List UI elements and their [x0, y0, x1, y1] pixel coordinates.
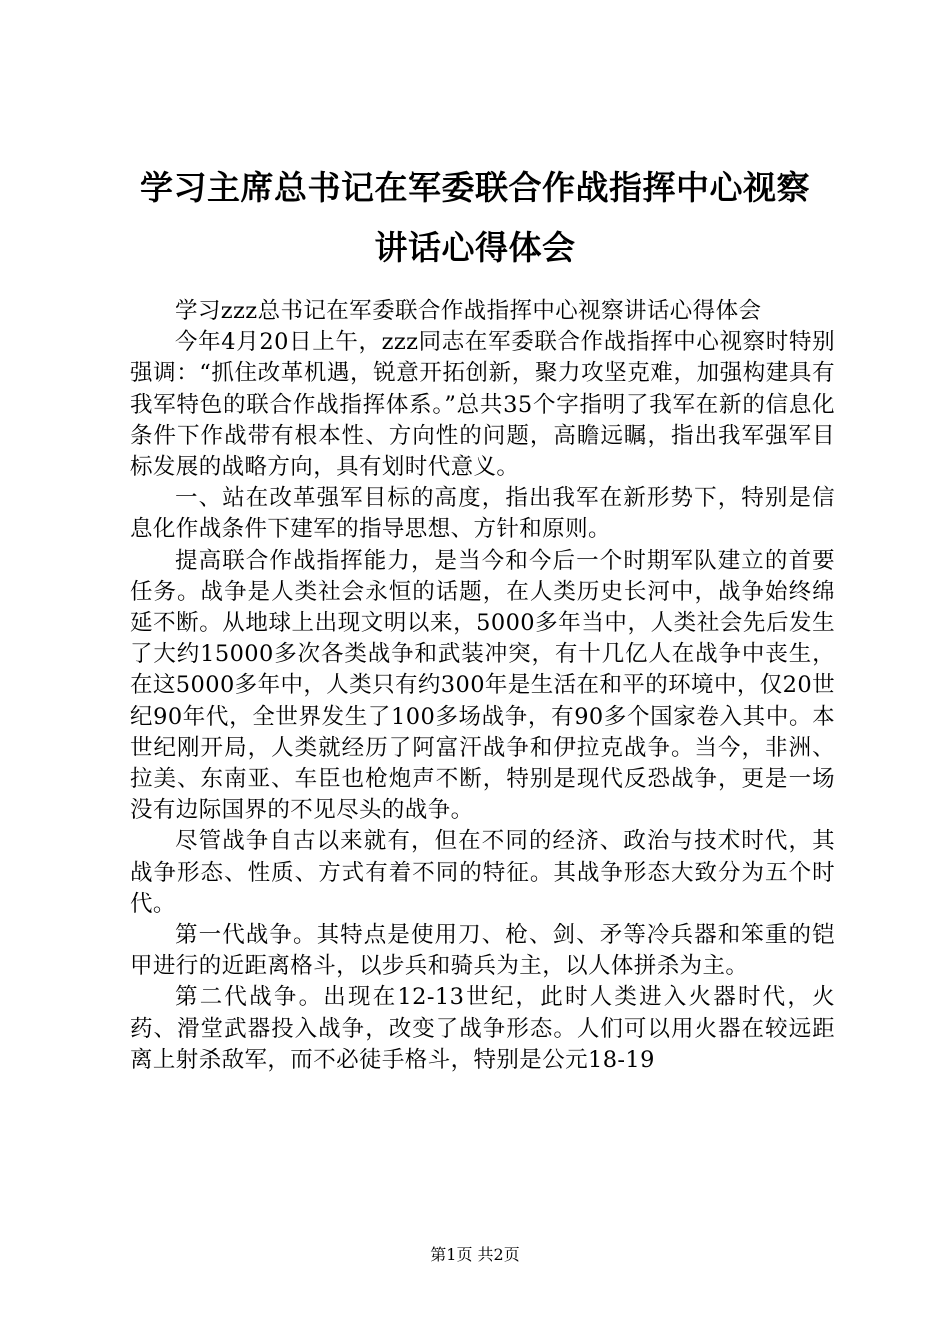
page-footer: [0, 1244, 950, 1266]
paragraph: 第一代战争。其特点是使用刀、枪、剑、矛等冷兵器和笨重的铠甲进行的近距离格斗，以步兵和骑兵为主，以人体拼杀为主。: [130, 922, 835, 980]
paragraph: 第二代战争。出现在12-13世纪，此时人类进入火器时代，火药、滑堂武器投入战争，改变了战争形态。人们可以用火器在较远距离上射杀敌军，而不必徒手格斗，特别是公元18-19: [130, 984, 835, 1073]
paragraph: 一、站在改革强军目标的高度，指出我军在新形势下，特别是信息化作战条件下建军的指导思想、方针和原则。: [130, 485, 835, 543]
paragraph-subtitle: 学习zzz总书记在军委联合作战指挥中心视察讲话心得体会: [175, 298, 762, 324]
paragraph: 尽管战争自古以来就有，但在不同的经济、政治与技术时代，其战争形态、性质、方式有着不同的特征。其战争形态大致分为五个时代。: [130, 828, 835, 917]
document-body: [130, 296, 835, 1076]
paragraph: 提高联合作战指挥能力，是当今和今后一个时期军队建立的首要任务。战争是人类社会永恒的话题，在人类历史长河中，战争始终绵延不断。从地球上出现文明以来，5000多年当中，人类社会先后发生了大约15000多次各类战争和武装冲突，有十几亿人在战争中丧生，在这5000多年中，人类只有约300年是生活在和平的环境中，仅20世纪90年代，全世界发生了100多场战争，有90多个国家卷入其中。本世纪刚开局，人类就经历了阿富汗战争和伊拉克战争。当今，非洲、拉美、东南亚、车臣也枪炮声不断，特别是现代反恐战争，更是一场没有边际国界的不见尽头的战争。: [130, 547, 835, 824]
document-title: [110, 158, 840, 278]
title-line-2: 讲话心得体会: [374, 228, 576, 267]
paragraph: 今年4月20日上午，zzz同志在军委联合作战指挥中心视察时特别强调：“抓住改革机遇，锐意开拓创新，聚力攻坚克难，加强构建具有我军特色的联合作战指挥体系。”总共35个字指明了我军在新的信息化条件下作战带有根本性、方向性的问题，高瞻远瞩，指出我军强军目标发展的战略方向，具有划时代意义。: [130, 329, 835, 481]
page-number: 第1页 共2页: [430, 1245, 520, 1264]
title-line-1: 学习主席总书记在军委联合作战指挥中心视察: [140, 168, 810, 207]
